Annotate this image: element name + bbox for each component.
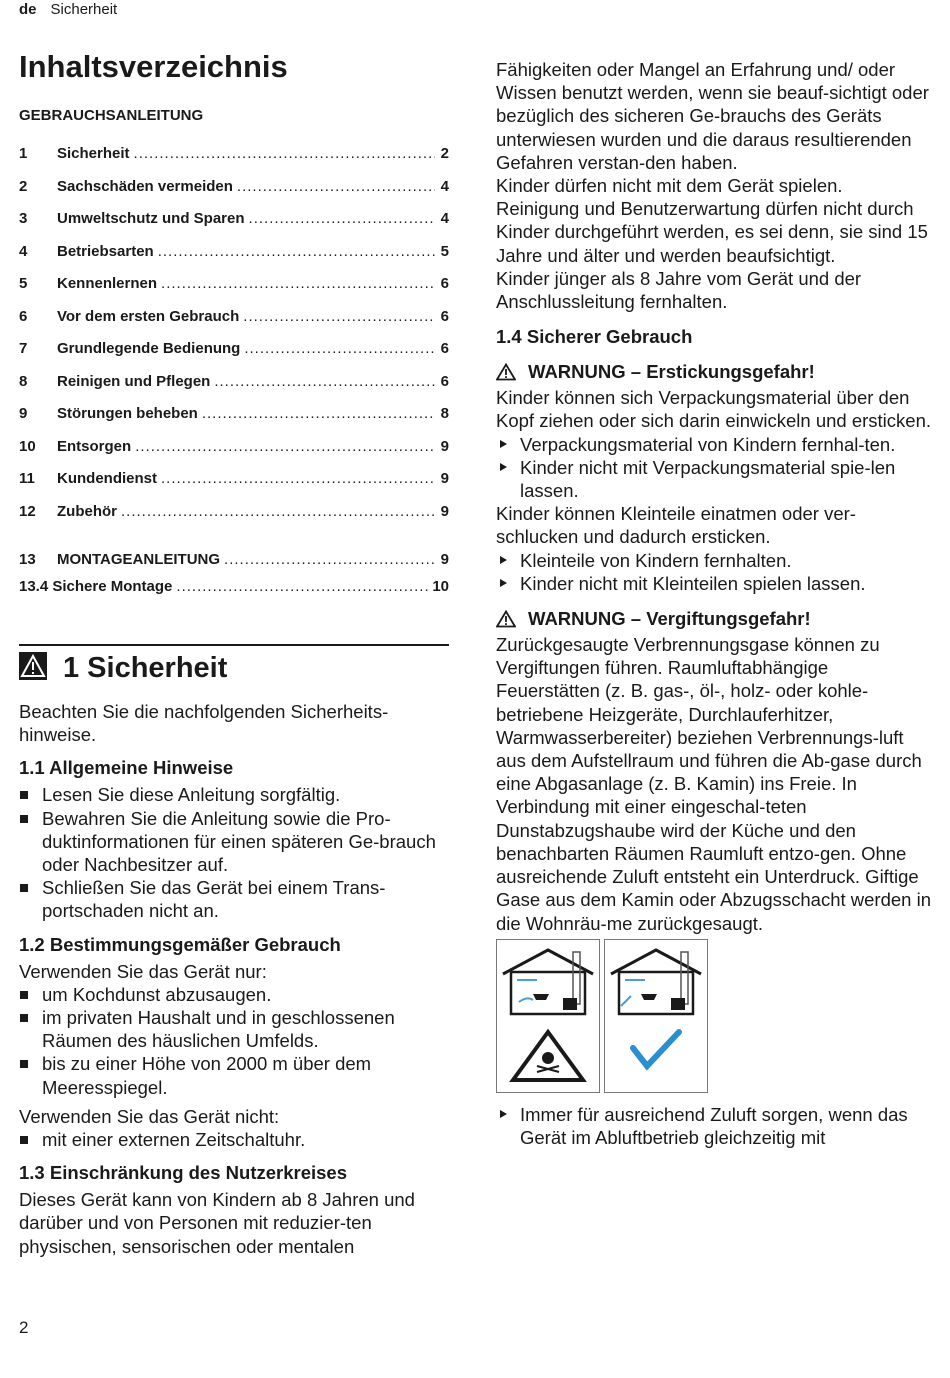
toc-label: MONTAGEANLEITUNG <box>57 551 221 568</box>
toc-page: 5 <box>440 242 449 260</box>
header-section: Sicherheit <box>50 1 118 18</box>
paragraph: Verwenden Sie das Gerät nicht: <box>19 1105 280 1127</box>
toc-page: 6 <box>440 275 449 292</box>
paragraph: Kinder können Kleinteile einatmen oder ver-schlucken und dadurch ersticken. <box>496 503 856 548</box>
header-lang: de <box>19 1 37 18</box>
toc-label: Grundlegende Bedienung <box>57 340 241 357</box>
left-column <box>19 48 449 1258</box>
toc-entry[interactable] <box>19 372 449 405</box>
toc-label: Betriebsarten <box>57 242 154 260</box>
warning-erstickung: WARNUNG – Erstickungsgefahr! <box>496 360 936 384</box>
toc-page: 4 <box>440 210 449 227</box>
paragraph: Zurückgesaugte Verbrennungsgase können zu Vergiftungen führen. Raumluftabhängige Feuerstätten (z. B. gas-, öl-, holz- oder kohle-betriebene Heizgeräte, Durchlauferhitzer, Warmwasserbereiter) beziehen Verbrennungs-luft aus dem Aufstellraum und führen die Ab-gase durch eine Abgasanlage (z. B. Kamin) ins Freie. In Verbindung mit einer eingeschal-teten Dunstabzugshaube wird der Küche und den benachbarten Räumen Raumluft entzo-gen. Ohne ausreichende Zuluft entsteht ein Unterdruck. Giftige Gase aus dem Kamin oder Abzugsschacht werden in die Wohnräu-me zurückgesaugt. <box>496 634 931 934</box>
toc-list <box>19 144 449 534</box>
section-intro: Beachten Sie die nachfolgenden Sicherheits-hinweise. <box>19 701 389 746</box>
paragraph: Kinder dürfen nicht mit dem Gerät spielen. <box>496 175 843 197</box>
list-use-not <box>19 1128 449 1151</box>
toc-entry[interactable] <box>19 242 449 275</box>
toc-entry[interactable] <box>19 339 449 372</box>
paragraph: Kinder jünger als 8 Jahre vom Gerät und der Anschlussleitung fernhalten. <box>496 267 862 313</box>
toc-entry[interactable] <box>19 274 449 307</box>
section-title: 1 Sicherheit <box>63 652 228 684</box>
toc-num: 2 <box>19 177 28 195</box>
toc-label: Vor dem ersten Gebrauch <box>57 307 240 325</box>
warning-triangle-icon <box>496 363 516 381</box>
toc-num: 4 <box>19 242 28 260</box>
toc-label: Zubehör <box>57 502 117 520</box>
toc-label: Entsorgen <box>57 437 132 455</box>
paragraph: Verwenden Sie das Gerät nur: <box>19 960 267 982</box>
list-item: im privaten Haushalt und in geschlossenen Räumen des häuslichen Umfelds. <box>19 1006 449 1052</box>
toc-entry[interactable] <box>19 177 449 210</box>
list-allgemeine-hinweise <box>19 783 449 922</box>
illustration-group <box>496 939 936 1093</box>
toc-page: 9 <box>440 470 449 487</box>
heading-einschraenkung-nutzerkreis: 1.3 Einschränkung des Nutzerkreises <box>19 1162 347 1184</box>
list-item: mit einer externen Zeitschaltuhr. <box>19 1128 449 1151</box>
toc-label: Sachschäden vermeiden <box>57 177 233 195</box>
list-item: Immer für ausreichend Zuluft sorgen, wenn das Gerät im Abluftbetrieb gleichzeitig mit <box>496 1103 936 1149</box>
list-item: Schließen Sie das Gerät bei einem Trans-portschaden nicht an. <box>19 876 449 922</box>
toc-label: Reinigen und Pflegen <box>57 372 211 390</box>
list-item: Verpackungsmaterial von Kindern fernhal-ten. <box>496 433 936 456</box>
list-item: Lesen Sie diese Anleitung sorgfältig. <box>19 783 449 806</box>
list-zuluft <box>496 1103 936 1149</box>
toc-num: 9 <box>19 405 28 422</box>
toc-entry-sichere-montage[interactable] <box>19 577 449 604</box>
toc-page: 9 <box>440 551 449 568</box>
toc-page: 4 <box>440 177 449 195</box>
running-header <box>19 0 117 20</box>
warning-vergiftung: WARNUNG – Vergiftungsgefahr! <box>496 607 936 631</box>
list-item: Kleinteile von Kindern fernhalten. <box>496 549 936 572</box>
list-kleinteile <box>496 549 936 595</box>
page-number: 2 <box>19 1318 29 1337</box>
warning-triangle-icon <box>496 610 516 628</box>
toc-num: 5 <box>19 275 28 292</box>
toc-entry-montage[interactable] <box>19 550 449 577</box>
toc-label: Sicherheit <box>57 145 130 162</box>
list-item: Kinder nicht mit Kleinteilen spielen lassen. <box>496 572 936 595</box>
paragraph: Dieses Gerät kann von Kindern ab 8 Jahren und darüber und von Personen mit reduzier-ten physischen, sensorischen oder mentalen <box>19 1189 415 1257</box>
paragraph: Fähigkeiten oder Mangel an Erfahrung und/ oder Wissen benutzt werden, wenn sie beauf-sichtigt oder bezüglich des sicheren Ge-brauchs des Geräts unterwiesen wurden und die daraus resultierenden Gefahren verstan-den haben. <box>496 59 929 173</box>
toc-label: Kundendienst <box>57 470 157 487</box>
toc-page: 6 <box>440 340 449 357</box>
toc-entry[interactable] <box>19 502 449 535</box>
toc-entry[interactable] <box>19 144 449 177</box>
toc-entry[interactable] <box>19 469 449 502</box>
warning-icon <box>19 652 47 680</box>
toc-page: 9 <box>440 502 449 520</box>
illustration-danger <box>496 939 600 1093</box>
toc-num: 8 <box>19 372 28 390</box>
heading-sicherer-gebrauch: 1.4 Sicherer Gebrauch <box>496 326 693 348</box>
section-heading-sicherheit <box>19 644 449 694</box>
toc-page: 9 <box>440 437 449 455</box>
toc-num: 7 <box>19 340 28 357</box>
right-column <box>496 58 936 1149</box>
toc-page: 10 <box>432 578 449 595</box>
toc-section-label: GEBRAUCHSANLEITUNG <box>19 107 204 124</box>
toc-entry[interactable] <box>19 404 449 437</box>
toc-entry[interactable] <box>19 209 449 242</box>
toc-page: 8 <box>440 405 449 422</box>
toc-num: 12 <box>19 502 36 520</box>
toc-page: 6 <box>440 372 449 390</box>
paragraph: Reinigung und Benutzerwartung dürfen nicht durch Kinder durchgeführt werden, es sei denn, sie sind 15 Jahre und älter und werden beaufsichtigt. <box>496 198 928 266</box>
illustration-ok <box>604 939 708 1093</box>
toc-entry[interactable] <box>19 307 449 340</box>
list-item: bis zu einer Höhe von 2000 m über dem Meeresspiegel. <box>19 1052 449 1098</box>
list-item: Kinder nicht mit Verpackungsmaterial spie-len lassen. <box>496 456 936 502</box>
toc-label: 13.4 Sichere Montage <box>19 578 173 595</box>
toc-entry[interactable] <box>19 437 449 470</box>
toc-label: Umweltschutz und Sparen <box>57 210 245 227</box>
list-item: um Kochdunst abzusaugen. <box>19 983 449 1006</box>
toc-page: 6 <box>440 307 449 325</box>
heading-bestimmungsgemaesser-gebrauch: 1.2 Bestimmungsgemäßer Gebrauch <box>19 933 341 955</box>
list-verpackung <box>496 433 936 503</box>
toc-num: 6 <box>19 307 28 325</box>
toc-page: 2 <box>440 145 449 162</box>
list-item: Bewahren Sie die Anleitung sowie die Pro-duktinformationen für einen späteren Ge-brauch oder Nachbesitzer auf. <box>19 807 449 877</box>
list-use-only <box>19 983 449 1099</box>
toc-num: 1 <box>19 145 28 162</box>
toc-num: 10 <box>19 437 36 455</box>
heading-allgemeine-hinweise: 1.1 Allgemeine Hinweise <box>19 757 234 779</box>
toc-num: 3 <box>19 210 28 227</box>
toc-title: Inhaltsverzeichnis <box>19 49 288 84</box>
toc-num: 13 <box>19 551 36 568</box>
toc-label: Störungen beheben <box>57 405 198 422</box>
toc-num: 11 <box>19 470 35 487</box>
paragraph: Kinder können sich Verpackungsmaterial über den Kopf ziehen oder sich darin einwickeln und ersticken. <box>496 387 931 432</box>
toc-label: Kennenlernen <box>57 275 158 292</box>
